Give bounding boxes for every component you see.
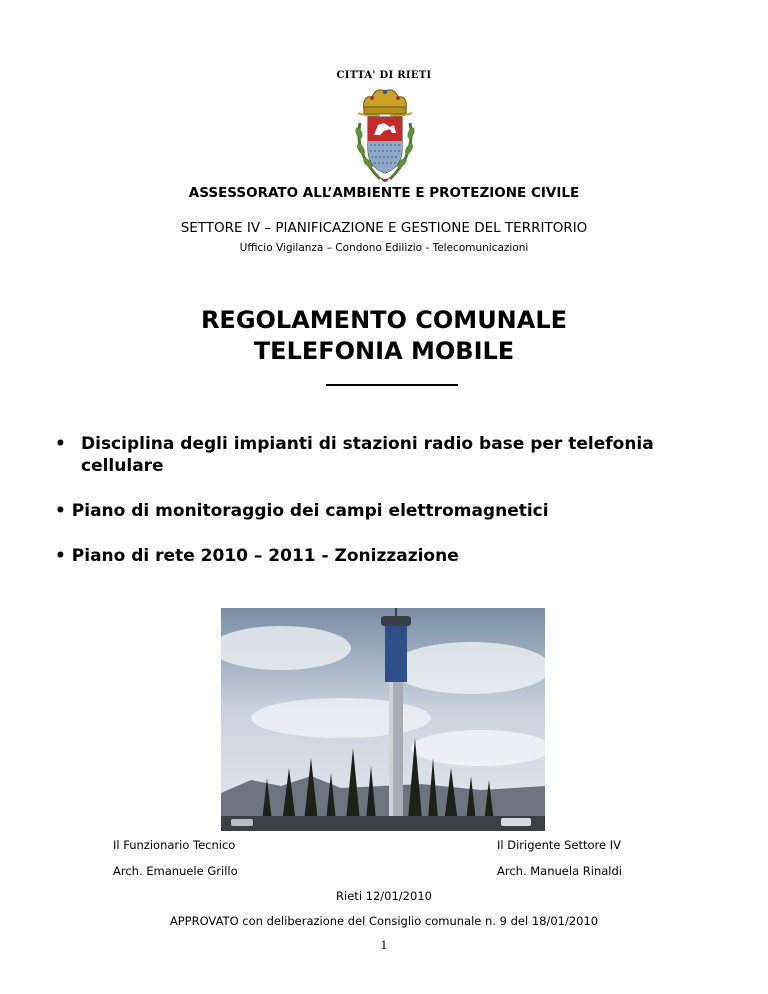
bullet-item-2: [55, 500, 549, 522]
bullet-marker: •: [55, 501, 66, 521]
document-title-line-1: REGOLAMENTO COMUNALE: [200, 306, 568, 334]
bullet-text: Disciplina degli impianti di stazioni radio base per telefonia cellulare: [81, 434, 654, 476]
document-title-line-2: TELEFONIA MOBILE: [253, 337, 515, 365]
city-crest-logo: [350, 83, 420, 189]
approval-note: APPROVATO con deliberazione del Consiglio comunale n. 9 del 18/01/2010: [169, 914, 599, 928]
bullet-text: Piano di monitoraggio dei campi elettromagnetici: [71, 501, 549, 521]
technical-officer-label: Il Funzionario Tecnico: [113, 838, 236, 852]
sector-director-label: Il Dirigente Settore IV: [497, 838, 622, 852]
city-name: CITTA' DI RIETI: [336, 70, 432, 81]
bullet-marker: •: [55, 546, 66, 566]
sector-director-name: Arch. Manuela Rinaldi: [497, 864, 622, 878]
sector-heading: SETTORE IV – PIANIFICAZIONE E GESTIONE DEL TERRITORIO: [180, 220, 588, 236]
page-number: 1: [380, 939, 388, 952]
office-subheading: Ufficio Vigilanza – Condono Edilizio - Telecomunicazioni: [239, 242, 529, 254]
department-heading: ASSESSORATO ALL’AMBIENTE E PROTEZIONE CIVILE: [188, 185, 580, 201]
title-underline-divider: [326, 384, 458, 386]
document-date: Rieti 12/01/2010: [336, 889, 432, 903]
antenna-tower-photo: [221, 608, 545, 831]
bullet-text: Piano di rete 2010 – 2011 - Zonizzazione: [71, 546, 459, 566]
technical-officer-name: Arch. Emanuele Grillo: [113, 864, 238, 878]
bullet-item-3: [55, 545, 459, 567]
bullet-marker: •: [55, 434, 66, 454]
